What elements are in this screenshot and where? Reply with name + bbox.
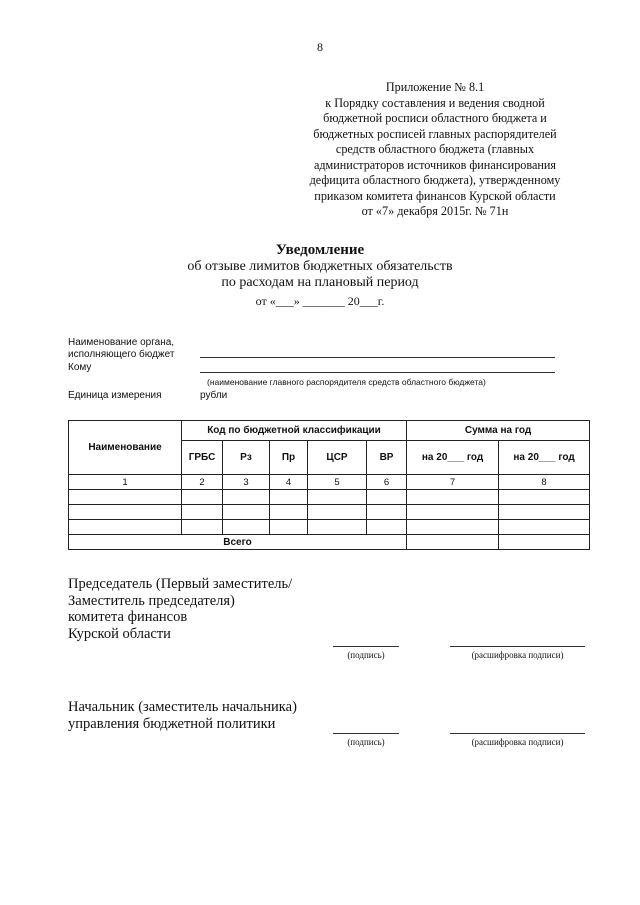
date-line: от «___» _______ 20___г. bbox=[255, 294, 385, 308]
appendix-line: Приложение № 8.1 bbox=[385, 80, 485, 94]
table-cell[interactable] bbox=[270, 490, 308, 505]
signatory-line: комитета финансов bbox=[68, 609, 188, 625]
appendix-line: дефицита областного бюджета), утвержденному bbox=[309, 173, 561, 187]
organ-field-line bbox=[200, 357, 555, 358]
vr-header: ВР bbox=[367, 441, 407, 475]
table-row bbox=[69, 520, 590, 535]
signature-caption: (подпись) bbox=[347, 737, 385, 747]
total-row bbox=[69, 535, 590, 550]
column-number: 5 bbox=[308, 475, 367, 490]
signature-line bbox=[333, 733, 399, 734]
signatory-line: Курской области bbox=[68, 625, 171, 642]
csr-header: ЦСР bbox=[308, 441, 367, 475]
table-cell[interactable] bbox=[182, 490, 223, 505]
signature-caption: (подпись) bbox=[347, 650, 385, 660]
appendix-line: средств областного бюджета (главных bbox=[335, 142, 535, 156]
grbs-header: ГРБС bbox=[182, 441, 223, 475]
to-label: Кому bbox=[68, 362, 92, 373]
unit-label: Единица измерения bbox=[68, 390, 162, 401]
signatory-line: Председатель (Первый заместитель/ bbox=[68, 576, 293, 592]
table-cell[interactable] bbox=[270, 505, 308, 520]
column-number: 4 bbox=[270, 475, 308, 490]
title-block bbox=[0, 242, 640, 309]
column-number: 3 bbox=[223, 475, 270, 490]
column-number: 7 bbox=[407, 475, 499, 490]
signatory-title bbox=[68, 699, 297, 732]
decode-line bbox=[450, 733, 585, 734]
column-number: 6 bbox=[367, 475, 407, 490]
table-cell[interactable] bbox=[367, 520, 407, 535]
decode-line bbox=[450, 646, 585, 647]
table-cell[interactable] bbox=[223, 520, 270, 535]
table-cell[interactable] bbox=[407, 535, 499, 550]
name-header: Наименование bbox=[69, 421, 182, 475]
table-cell[interactable] bbox=[182, 505, 223, 520]
sum-header: Сумма на год bbox=[407, 421, 590, 441]
table-header-row bbox=[69, 421, 590, 441]
table-cell[interactable] bbox=[407, 520, 499, 535]
signature-line bbox=[333, 646, 399, 647]
table-cell[interactable] bbox=[499, 520, 590, 535]
table-cell[interactable] bbox=[182, 520, 223, 535]
table-cell[interactable] bbox=[223, 505, 270, 520]
subtitle-line: об отзыве лимитов бюджетных обязательств bbox=[187, 259, 453, 274]
year-header: на 20___ год bbox=[407, 441, 499, 475]
appendix-note bbox=[300, 80, 570, 220]
appendix-line: к Порядку составления и ведения сводной bbox=[325, 95, 545, 110]
column-number-row bbox=[69, 475, 590, 490]
code-header: Код по бюджетной классификации bbox=[182, 421, 407, 441]
year-header: на 20___ год bbox=[499, 441, 590, 475]
organ-label: Наименование органа, bbox=[68, 337, 175, 348]
budget-table bbox=[68, 420, 590, 550]
page-number: 8 bbox=[317, 40, 323, 54]
appendix-line: бюджетных росписей главных распорядителей bbox=[313, 126, 557, 141]
signatory-line: Начальник (заместитель начальника) bbox=[68, 699, 297, 715]
recipient-caption: (наименование главного распорядителя средств областного бюджета) bbox=[207, 377, 486, 387]
table-row bbox=[69, 505, 590, 520]
appendix-line: приказом комитета финансов Курской области bbox=[314, 188, 556, 203]
table-cell[interactable] bbox=[308, 490, 367, 505]
table-cell[interactable] bbox=[407, 505, 499, 520]
column-number: 8 bbox=[499, 475, 590, 490]
table-cell[interactable] bbox=[69, 505, 182, 520]
unit-value: рубли bbox=[200, 390, 228, 401]
table-cell[interactable] bbox=[308, 505, 367, 520]
table-cell[interactable] bbox=[270, 520, 308, 535]
appendix-line: администраторов источников финансирования bbox=[313, 157, 557, 172]
appendix-line: от «7» декабря 2015г. № 71н bbox=[361, 204, 509, 218]
organ-label: исполняющего бюджет bbox=[68, 349, 175, 360]
signatory-line: управления бюджетной политики bbox=[68, 715, 276, 732]
appendix-line: бюджетной росписи областного бюджета и bbox=[323, 111, 547, 125]
document-title: Уведомление bbox=[275, 242, 365, 258]
table-cell[interactable] bbox=[367, 490, 407, 505]
column-number: 1 bbox=[69, 475, 182, 490]
signatory-line: Заместитель председателя) bbox=[68, 592, 235, 609]
rz-header: Рз bbox=[223, 441, 270, 475]
table-cell[interactable] bbox=[499, 505, 590, 520]
decode-caption: (расшифровка подписи) bbox=[471, 650, 564, 660]
table-cell[interactable] bbox=[499, 535, 590, 550]
table-cell[interactable] bbox=[308, 520, 367, 535]
table-cell[interactable] bbox=[407, 490, 499, 505]
signatory-title bbox=[68, 576, 292, 642]
table-cell[interactable] bbox=[223, 490, 270, 505]
table-cell[interactable] bbox=[367, 505, 407, 520]
table-cell[interactable] bbox=[499, 490, 590, 505]
table-cell[interactable] bbox=[69, 490, 182, 505]
subtitle-line: по расходам на плановый период bbox=[221, 275, 419, 290]
table-cell[interactable] bbox=[69, 520, 182, 535]
decode-caption: (расшифровка подписи) bbox=[471, 737, 564, 747]
total-label: Всего bbox=[69, 535, 407, 550]
column-number: 2 bbox=[182, 475, 223, 490]
pr-header: Пр bbox=[270, 441, 308, 475]
table-row bbox=[69, 490, 590, 505]
recipient-field-line bbox=[200, 372, 555, 373]
